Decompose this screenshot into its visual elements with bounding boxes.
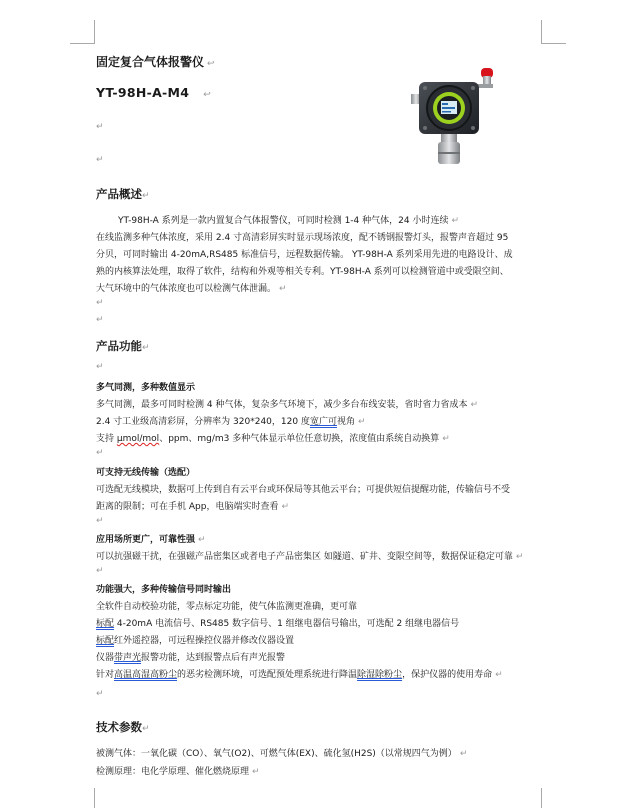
empty-paragraph: ↵ — [96, 516, 104, 526]
empty-paragraph: ↵ — [96, 448, 104, 458]
paragraph-mark: ↵ — [142, 191, 150, 201]
paragraph-mark: ↵ — [252, 767, 260, 777]
empty-paragraph: ↵ — [96, 362, 104, 372]
feature-line: 针对高温高湿高粉尘的恶劣检测环境，可选配预处理系统进行降温除湿除粉尘，保护仪器的使用寿命 ↵ — [96, 670, 503, 680]
paragraph-mark: ↵ — [357, 417, 366, 427]
feature-line: 标配 4-20mA 电流信号、RS485 数字信号、1 组继电器信号输出，可选配 2 组继电器信号 — [96, 619, 460, 629]
paragraph-mark: ↵ — [495, 670, 503, 680]
empty-paragraph: ↵ — [96, 315, 104, 325]
spec-line: 被测气体：一氧化碳（CO）、氧气(O2)、可燃气体(EX)、硫化氢(H2S)（以常规四气为例） ↵ — [96, 749, 468, 759]
crop-mark-top-left-h — [70, 43, 94, 44]
paragraph-mark: ↩ — [203, 90, 212, 100]
paragraph-mark: ↵ — [281, 502, 289, 512]
feature-line: 支持 μmol/mol、ppm、mg/m3 多种气体显示单位任意切换，浓度值由系统自动换算 ↵ — [96, 434, 450, 444]
overview-line: 大气环境中的气体浓度也可以检测气体泄漏。 ↵ — [96, 284, 287, 294]
feature-line: 标配红外遥控器，可远程操控仪器并修改仪器设置 — [96, 636, 295, 646]
empty-paragraph: ↵ — [96, 155, 104, 165]
crop-mark-top-right-h — [542, 43, 566, 44]
feature-line: 距离的限制；可在手机 App，电脑端实时查看 ↵ — [96, 502, 289, 512]
overview-line: 分贝，可同时输出 4-20mA,RS485 标准信号，远程数据传输。 YT-98H-A 系列采用先进的电路设计、成 — [96, 250, 513, 260]
feature-line: 2.4 寸工业级高清彩屏，分辨率为 320*240，120 度宽广可视角 ↵ — [96, 417, 366, 427]
overview-line: 熟的内核算法处理，取得了软件，结构和外观等相关专利。YT-98H-A 系列可以检测管道中或受限空间、 — [96, 267, 509, 277]
paragraph-mark: ↩ — [207, 59, 215, 69]
feature-line: 全软件自动校验功能，零点标定功能，使气体监测更准确，更可靠 — [96, 602, 358, 612]
empty-paragraph: ↵ — [96, 689, 104, 699]
feature-title: 应用场所更广，可靠性强 ↵ — [96, 535, 206, 545]
paragraph-mark: ↵ — [459, 749, 468, 759]
overview-line: YT-98H-A 系列是一款内置复合气体报警仪，可同时检测 1-4 种气体，24 小时连续 ↵ — [118, 216, 459, 226]
crop-mark-top-left-v — [94, 20, 95, 44]
paragraph-mark: ↵ — [279, 284, 287, 294]
paragraph-mark: ↵ — [198, 535, 206, 545]
spec-line: 检测原理：电化学原理、催化燃烧原理 ↵ — [96, 767, 260, 777]
paragraph-mark: ↵ — [515, 552, 524, 562]
crop-mark-bottom-right-v — [541, 788, 542, 808]
paragraph-mark: ↵ — [142, 343, 150, 353]
crop-mark-top-right-v — [541, 20, 542, 44]
feature-line: 可以抗强磁干扰，在强磁产品密集区或者电子产品密集区 如隧道、矿井、变限空间等，数据保证稳定可靠 ↵ — [96, 552, 524, 562]
paragraph-mark: ↵ — [442, 434, 450, 444]
empty-paragraph: ↵ — [96, 298, 104, 308]
crop-mark-bottom-left-v — [94, 788, 95, 808]
feature-line: 多气同测，最多可同时检测 4 种气体，复杂多气环境下，减少多台布线安装，省时省力省成本 ↵ — [96, 400, 478, 410]
paragraph-mark: ↵ — [142, 724, 150, 734]
gas-detector-image — [405, 60, 505, 170]
feature-title: 可支持无线传输（选配） — [96, 468, 196, 478]
empty-paragraph: ↵ — [96, 122, 104, 132]
overview-line: 在线监测多种气体浓度，采用 2.4 寸高清彩屏实时显示现场浓度，配不锈钢报警灯头，报警声音超过 95 — [96, 233, 509, 243]
feature-line: 可选配无线模块，数据可上传到自有云平台或环保局等其他云平台；可提供短信提醒功能，传输信号不受 — [96, 485, 511, 495]
feature-title: 功能强大，多种传输信号同时输出 — [96, 585, 232, 595]
empty-paragraph: ↵ — [96, 566, 104, 576]
doc-model: YT-98H-A-M4 ↩ — [96, 85, 212, 100]
feature-title: 多气同测，多种数值显示 — [96, 383, 196, 393]
paragraph-mark: ↵ — [451, 216, 459, 226]
paragraph-mark: ↵ — [470, 400, 478, 410]
doc-title: 固定复合气体报警仪 ↩ — [96, 55, 215, 69]
section-heading-overview: 产品概述↵ — [96, 187, 150, 201]
section-heading-specs: 技术参数↵ — [96, 720, 150, 734]
section-heading-functions: 产品功能↵ — [96, 339, 150, 353]
feature-line: 仪器带声光报警功能，达到报警点后有声光报警 — [96, 653, 286, 663]
